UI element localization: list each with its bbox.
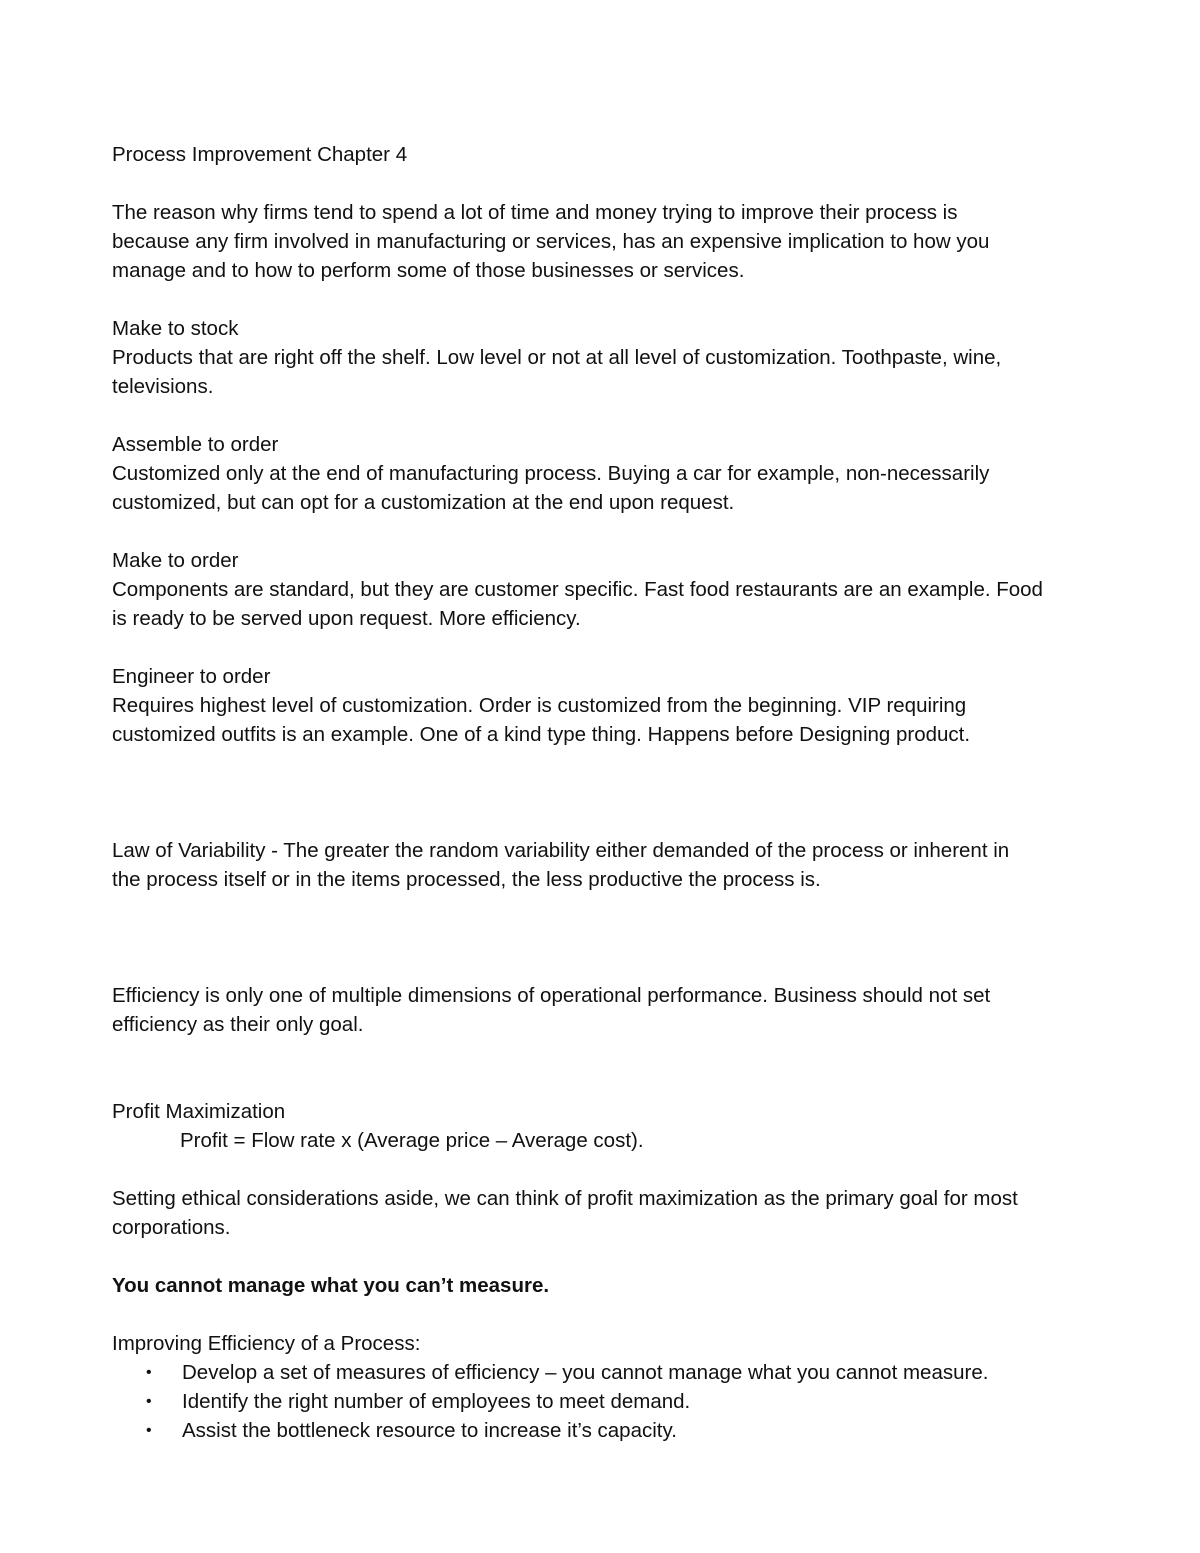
bullet-icon: •	[146, 1393, 152, 1410]
profit-maximization-heading: Profit Maximization	[112, 1100, 286, 1123]
profit-formula: Profit = Flow rate x (Average price – Average cost).	[180, 1129, 644, 1152]
bullet-icon: •	[146, 1422, 152, 1439]
improving-efficiency-list	[112, 1358, 1102, 1445]
make-to-stock-section: Make to stock Products that are right off the shelf. Low level or not at all level of customization. Toothpaste, wine, televisions.	[112, 314, 1102, 401]
list-item: • Assist the bottleneck resource to increase it’s capacity.	[112, 1416, 1102, 1445]
assemble-to-order-section: Assemble to order Customized only at the end of manufacturing process. Buying a car for example, non-necessarily customized, but can opt for a customization at the end upon request.	[112, 430, 1102, 517]
engineer-to-order-section: Engineer to order Requires highest level of customization. Order is customized from the beginning. VIP requiring customized outfits is an example. One of a kind type thing. Happens before Designing product.	[112, 662, 1102, 749]
law-of-variability-paragraph: Law of Variability - The greater the random variability either demanded of the process or inherent in the process itself or in the items processed, the less productive the process is.	[112, 839, 1010, 891]
bold-statement: You cannot manage what you can’t measure.	[112, 1274, 550, 1297]
list-item: • Identify the right number of employees to meet demand.	[112, 1387, 1102, 1416]
make-to-stock-heading: Make to stock	[112, 317, 239, 340]
intro-paragraph: The reason why firms tend to spend a lot of time and money trying to improve their process is because any firm involved in manufacturing or services, has an expensive implication to how you manage and to how to perform some of those businesses or services.	[112, 201, 990, 282]
assemble-to-order-heading: Assemble to order	[112, 433, 279, 456]
engineer-to-order-heading: Engineer to order	[112, 665, 271, 688]
bullet-icon: •	[146, 1364, 152, 1381]
make-to-order-section: Make to order Components are standard, but they are customer specific. Fast food restaurants are an example. Food is ready to be served upon request. More efficiency.	[112, 546, 1102, 633]
profit-maximization-section	[112, 1097, 1102, 1155]
list-item: • Develop a set of measures of efficiency – you cannot manage what you cannot measure.	[112, 1358, 1102, 1387]
document-title: Process Improvement Chapter 4	[112, 143, 408, 166]
efficiency-paragraph: Efficiency is only one of multiple dimensions of operational performance. Business should not set efficiency as their only goal.	[112, 984, 991, 1036]
ethical-paragraph: Setting ethical considerations aside, we can think of profit maximization as the primary goal for most corporations.	[112, 1187, 1018, 1239]
improving-efficiency-heading: Improving Efficiency of a Process:	[112, 1332, 421, 1355]
make-to-order-heading: Make to order	[112, 549, 239, 572]
document-page	[112, 140, 1102, 1445]
